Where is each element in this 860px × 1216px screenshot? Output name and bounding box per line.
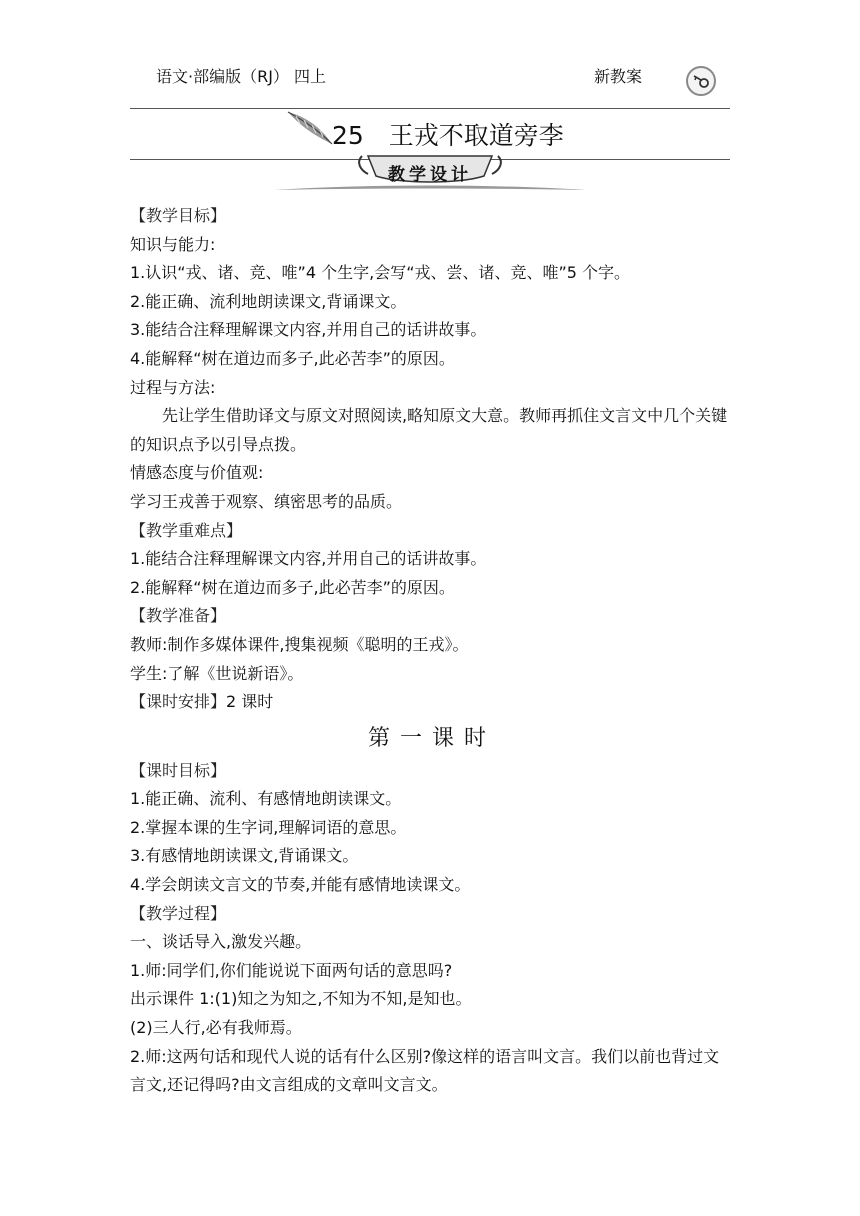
knowledge-item: 4.能解释“树在道边而多子,此必苦李”的原因。 [130, 348, 455, 368]
process-line: (2)三人行,必有我师焉。 [130, 1018, 302, 1038]
schedule-heading: 【课时安排】 [130, 692, 227, 712]
key-point-item: 1.能结合注释理解课文内容,并用自己的话讲故事。 [130, 549, 487, 569]
quill-icon [286, 110, 336, 150]
knowledge-heading: 知识与能力: [130, 234, 216, 254]
teaching-process-heading: 【教学过程】 [130, 903, 227, 923]
emotion-text: 学习王戎善于观察、缜密思考的品质。 [130, 491, 403, 511]
lesson-one-heading: 第一课时 [367, 725, 496, 751]
goals-heading: 【教学目标】 [130, 206, 227, 225]
prep-heading: 【教学准备】 [130, 606, 227, 626]
knowledge-item: 3.能结合注释理解课文内容,并用自己的话讲故事。 [130, 320, 487, 340]
key-point-item: 2.能解释“树在道边而多子,此必苦李”的原因。 [130, 577, 455, 597]
banner-label: 教学设计 [388, 165, 472, 185]
lesson-title: 25 王戎不取道旁李 [332, 121, 564, 150]
schedule-value: 2 课时 [226, 692, 274, 712]
header-section-label: 新教案 [594, 67, 643, 86]
prep-teacher: 教师:制作多媒体课件,搜集视频《聪明的王戎》。 [130, 634, 469, 654]
period-goal-item: 1.能正确、流利、有感情地朗读课文。 [130, 789, 402, 809]
process-line: 出示课件 1:(1)知之为知之,不知为不知,是知也。 [130, 989, 472, 1009]
process-text: 先让学生借助译文与原文对照阅读,略知原文大意。教师再抓住文言文中几个关键的知识点予以引导点拨。 [130, 406, 728, 454]
knowledge-item: 2.能正确、流利地朗读课文,背诵课文。 [130, 291, 407, 311]
header-book-info: 语文·部编版（RJ） 四上 [156, 67, 327, 86]
process-heading: 过程与方法: [130, 377, 216, 397]
lesson-plan-body [130, 202, 734, 1100]
emotion-heading: 情感态度与价值观: [130, 463, 264, 483]
process-line: 2.师:这两句话和现代人说的话有什么区别?像这样的语言叫文言。我们以前也背过文言文,还记得吗?由文言组成的文章叫文言文。 [130, 1046, 720, 1095]
prep-student: 学生:了解《世说新语》。 [130, 663, 304, 683]
knowledge-item: 1.认识“戎、诸、竞、唯”4 个生字,会写“戎、尝、诸、竞、唯”5 个字。 [130, 263, 631, 283]
period-goal-item: 4.学会朗读文言文的节奏,并能有感情地读课文。 [130, 875, 471, 895]
period-goals-heading: 【课时目标】 [130, 760, 227, 780]
process-line: 1.师:同学们,你们能说说下面两句话的意思吗? [130, 960, 453, 980]
schedule-line [130, 688, 734, 717]
process-line: 一、谈话导入,激发兴趣。 [130, 932, 312, 952]
period-goal-item: 3.有感情地朗读课文,背诵课文。 [130, 846, 359, 866]
key-icon [686, 66, 716, 96]
header-rule [130, 108, 730, 109]
key-points-heading: 【教学重难点】 [130, 520, 243, 540]
teaching-design-banner [270, 154, 590, 200]
period-goal-item: 2.掌握本课的生字词,理解词语的意思。 [130, 817, 407, 837]
